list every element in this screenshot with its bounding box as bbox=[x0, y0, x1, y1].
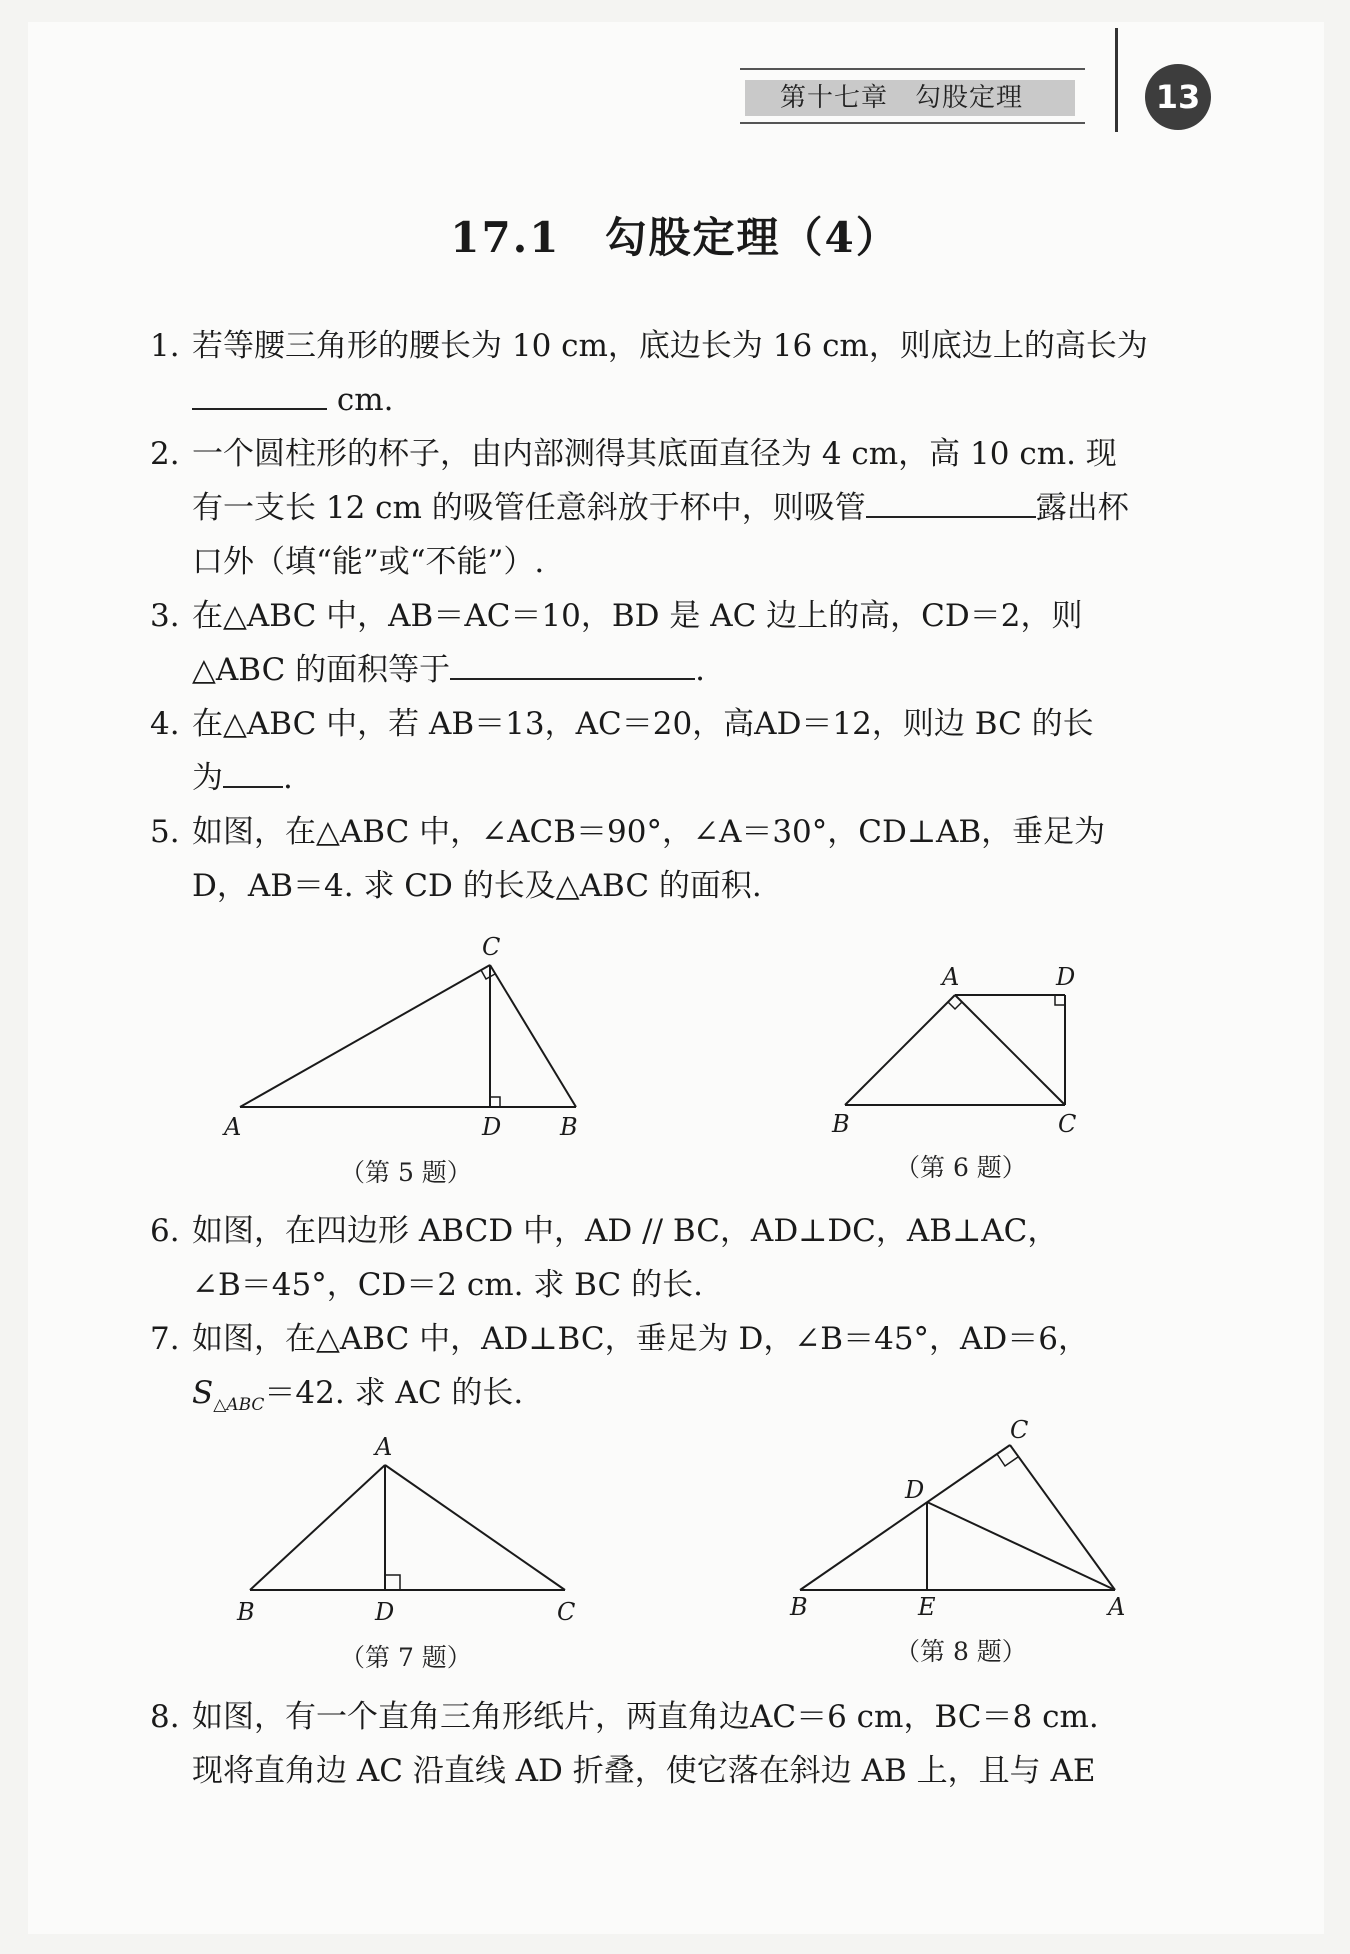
problem-number: 5. bbox=[150, 814, 180, 850]
problem-2-line-2 bbox=[150, 481, 1220, 535]
figure-6-caption: （第 6 题） bbox=[895, 1153, 1027, 1182]
problem-text: 若等腰三角形的腰长为 10 cm，底边长为 16 cm，则底边上的高长为 bbox=[192, 328, 1148, 364]
problem-text: 口外（填“能”或“不能”）. bbox=[192, 544, 545, 580]
segment-ac bbox=[385, 1465, 565, 1590]
problem-text: ∠B＝45°，CD＝2 cm. 求 BC 的长. bbox=[192, 1267, 703, 1303]
header-separator bbox=[1115, 28, 1118, 132]
segment-ca bbox=[1010, 1445, 1115, 1590]
problem-3-line-2 bbox=[150, 643, 1220, 697]
problem-4 bbox=[150, 697, 1220, 751]
problem-3 bbox=[150, 589, 1220, 643]
problem-text: 在△ABC 中，AB＝AC＝10，BD 是 AC 边上的高，CD＝2，则 bbox=[192, 598, 1083, 634]
point-label-a: A bbox=[942, 963, 960, 991]
problem-7 bbox=[150, 1312, 1220, 1366]
problem-text: 如图，在四边形 ABCD 中，AD // BC，AD⊥DC，AB⊥AC， bbox=[192, 1213, 1059, 1249]
right-angle-mark-d bbox=[385, 1575, 400, 1590]
figure-8-diagram bbox=[780, 1410, 1140, 1620]
header-rule-bottom bbox=[740, 122, 1085, 124]
figure-5 bbox=[220, 925, 600, 1149]
problem-text: △ABC 的面积等于 bbox=[192, 652, 451, 688]
header-rule-top bbox=[740, 68, 1085, 70]
point-label-a: A bbox=[224, 1113, 242, 1141]
segment-ba bbox=[250, 1465, 385, 1590]
area-subscript: △ABC bbox=[213, 1395, 265, 1416]
answer-blank[interactable] bbox=[223, 756, 283, 788]
point-label-d: D bbox=[905, 1476, 925, 1504]
problem-number: 8. bbox=[150, 1699, 180, 1735]
figure-5-diagram bbox=[220, 925, 600, 1145]
problem-text: 如图，有一个直角三角形纸片，两直角边AC＝6 cm，BC＝8 cm. bbox=[192, 1699, 1099, 1735]
problem-number: 1. bbox=[150, 328, 180, 364]
area-symbol: S bbox=[192, 1375, 214, 1411]
figure-8 bbox=[780, 1410, 1140, 1624]
point-label-b: B bbox=[237, 1598, 255, 1626]
problem-2 bbox=[150, 427, 1220, 481]
figure-7-caption: （第 7 题） bbox=[340, 1643, 472, 1672]
problem-text: 露出杯 bbox=[1035, 490, 1129, 526]
problem-number: 7. bbox=[150, 1321, 180, 1357]
figure-6 bbox=[820, 955, 1090, 1149]
point-label-b: B bbox=[832, 1110, 850, 1138]
point-label-b: B bbox=[560, 1113, 578, 1141]
period: . bbox=[695, 652, 706, 688]
problem-1 bbox=[150, 319, 1220, 373]
right-angle-mark-d bbox=[1055, 995, 1065, 1005]
problem-8 bbox=[150, 1690, 1220, 1744]
point-label-d: D bbox=[1056, 963, 1076, 991]
problem-text: D，AB＝4. 求 CD 的长及△ABC 的面积. bbox=[192, 868, 762, 904]
point-label-c: C bbox=[557, 1598, 576, 1626]
point-label-c: C bbox=[1058, 1110, 1077, 1138]
point-label-d: D bbox=[482, 1113, 502, 1141]
problem-text: 一个圆柱形的杯子，由内部测得其底面直径为 4 cm，高 10 cm. 现 bbox=[192, 436, 1117, 472]
problem-text: 现将直角边 AC 沿直线 AD 折叠，使它落在斜边 AB 上，且与 AE bbox=[192, 1753, 1096, 1789]
point-label-a: A bbox=[375, 1433, 393, 1461]
problem-number: 2. bbox=[150, 436, 180, 472]
point-label-d: D bbox=[375, 1598, 395, 1626]
period: . bbox=[283, 760, 293, 796]
segment-ab bbox=[845, 995, 955, 1105]
segment-ac bbox=[240, 965, 490, 1107]
figure-6-diagram bbox=[820, 955, 1090, 1145]
problem-5 bbox=[150, 805, 1220, 859]
point-label-c: C bbox=[1010, 1416, 1029, 1444]
segment-bc bbox=[800, 1445, 1010, 1590]
problem-text: 如图，在△ABC 中，AD⊥BC，垂足为 D，∠B＝45°，AD＝6， bbox=[192, 1321, 1090, 1357]
problem-number: 3. bbox=[150, 598, 180, 634]
segment-cb bbox=[490, 965, 576, 1107]
figure-5-caption: （第 5 题） bbox=[340, 1158, 472, 1187]
segment-da bbox=[927, 1502, 1115, 1590]
problem-5-line-2 bbox=[150, 859, 1220, 913]
problem-text: 为 bbox=[192, 760, 223, 796]
section-title: 17.1 勾股定理（4） bbox=[450, 213, 900, 262]
right-angle-mark-a bbox=[948, 1002, 962, 1009]
chapter-header: 第十七章 勾股定理 bbox=[745, 80, 1075, 116]
answer-blank[interactable] bbox=[866, 486, 1036, 518]
problem-6 bbox=[150, 1204, 1220, 1258]
problem-text: 如图，在△ABC 中，∠ACB＝90°，∠A＝30°，CD⊥AB，垂足为 bbox=[192, 814, 1106, 850]
figure-7 bbox=[225, 1430, 595, 1634]
point-label-a: A bbox=[1108, 1593, 1126, 1620]
problem-6-line-2 bbox=[150, 1258, 1220, 1312]
problem-1-line-2 bbox=[150, 373, 1220, 427]
page-number-badge: 13 bbox=[1145, 64, 1211, 130]
right-angle-mark-d bbox=[490, 1097, 500, 1107]
point-label-e: E bbox=[918, 1593, 936, 1620]
problem-8-line-2 bbox=[150, 1744, 1220, 1798]
figure-8-caption: （第 8 题） bbox=[895, 1637, 1027, 1666]
answer-blank[interactable] bbox=[450, 648, 695, 680]
problem-4-line-2 bbox=[150, 751, 1220, 805]
problem-text: 有一支长 12 cm 的吸管任意斜放于杯中，则吸管 bbox=[192, 490, 866, 526]
problem-text: ＝42. 求 AC 的长. bbox=[264, 1375, 524, 1411]
point-label-b: B bbox=[790, 1593, 808, 1620]
answer-blank[interactable] bbox=[192, 378, 327, 410]
problem-text: cm. bbox=[336, 382, 394, 418]
problem-2-line-3 bbox=[150, 535, 1220, 589]
problem-number: 6. bbox=[150, 1213, 180, 1249]
problem-number: 4. bbox=[150, 706, 180, 742]
figure-7-diagram bbox=[225, 1430, 595, 1630]
right-angle-mark-c bbox=[997, 1454, 1018, 1466]
point-label-c: C bbox=[482, 933, 501, 961]
problem-text: 在△ABC 中，若 AB＝13，AC＝20，高AD＝12，则边 BC 的长 bbox=[192, 706, 1094, 742]
segment-ac bbox=[955, 995, 1065, 1105]
